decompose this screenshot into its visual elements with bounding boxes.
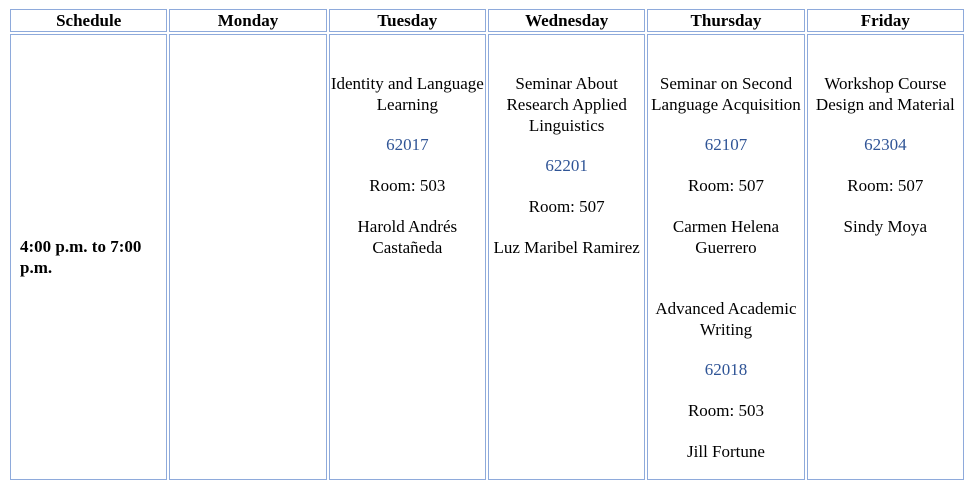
- course-room: Room: 507: [847, 176, 924, 195]
- course-code: 62017: [386, 135, 429, 154]
- course-name: Seminar on Second Language Acquisition: [651, 74, 801, 114]
- header-row: [10, 9, 964, 32]
- course-block: [648, 35, 803, 462]
- header-tuesday: Tuesday: [329, 9, 486, 32]
- course-teacher: Harold Andrés Castañeda: [357, 217, 458, 257]
- time-slot-cell: [10, 34, 167, 480]
- tuesday-cell: [329, 34, 486, 480]
- course-teacher: Sindy Moya: [843, 217, 928, 236]
- course-room: Room: 503: [369, 176, 446, 195]
- course-name: Workshop Course Design and Material: [815, 74, 955, 114]
- time-slot-label: 4:00 p.m. to 7:00 p.m.: [20, 237, 142, 277]
- header-monday: Monday: [169, 9, 326, 32]
- course-code: 62018: [704, 360, 748, 379]
- friday-cell: [807, 34, 964, 480]
- course-room: Room: 507: [528, 197, 605, 216]
- monday-cell: [169, 34, 326, 480]
- header-thursday: Thursday: [647, 9, 804, 32]
- time-slot-row: [10, 34, 964, 480]
- schedule-table: [8, 7, 966, 482]
- course-room: Room: 503: [687, 401, 764, 420]
- course-code: 62201: [545, 156, 588, 175]
- course-code: 62107: [704, 135, 748, 154]
- header-schedule: Schedule: [10, 9, 167, 32]
- course-teacher: Carmen Helena Guerrero: [672, 217, 780, 257]
- course-name: Seminar About Research Applied Linguistics: [506, 74, 627, 135]
- course-name: Identity and Language Learning: [330, 74, 484, 114]
- course-block: [489, 35, 644, 258]
- course-teacher: Jill Fortune: [687, 442, 765, 461]
- course-code: 62304: [864, 135, 907, 154]
- thursday-cell: [647, 34, 804, 480]
- course-teacher: Luz Maribel Ramirez: [493, 238, 640, 257]
- course-name: Advanced Academic Writing: [655, 299, 797, 339]
- header-friday: Friday: [807, 9, 964, 32]
- wednesday-cell: [488, 34, 645, 480]
- course-block: [330, 35, 485, 258]
- course-room: Room: 507: [687, 176, 764, 195]
- header-wednesday: Wednesday: [488, 9, 645, 32]
- course-block: [808, 35, 963, 237]
